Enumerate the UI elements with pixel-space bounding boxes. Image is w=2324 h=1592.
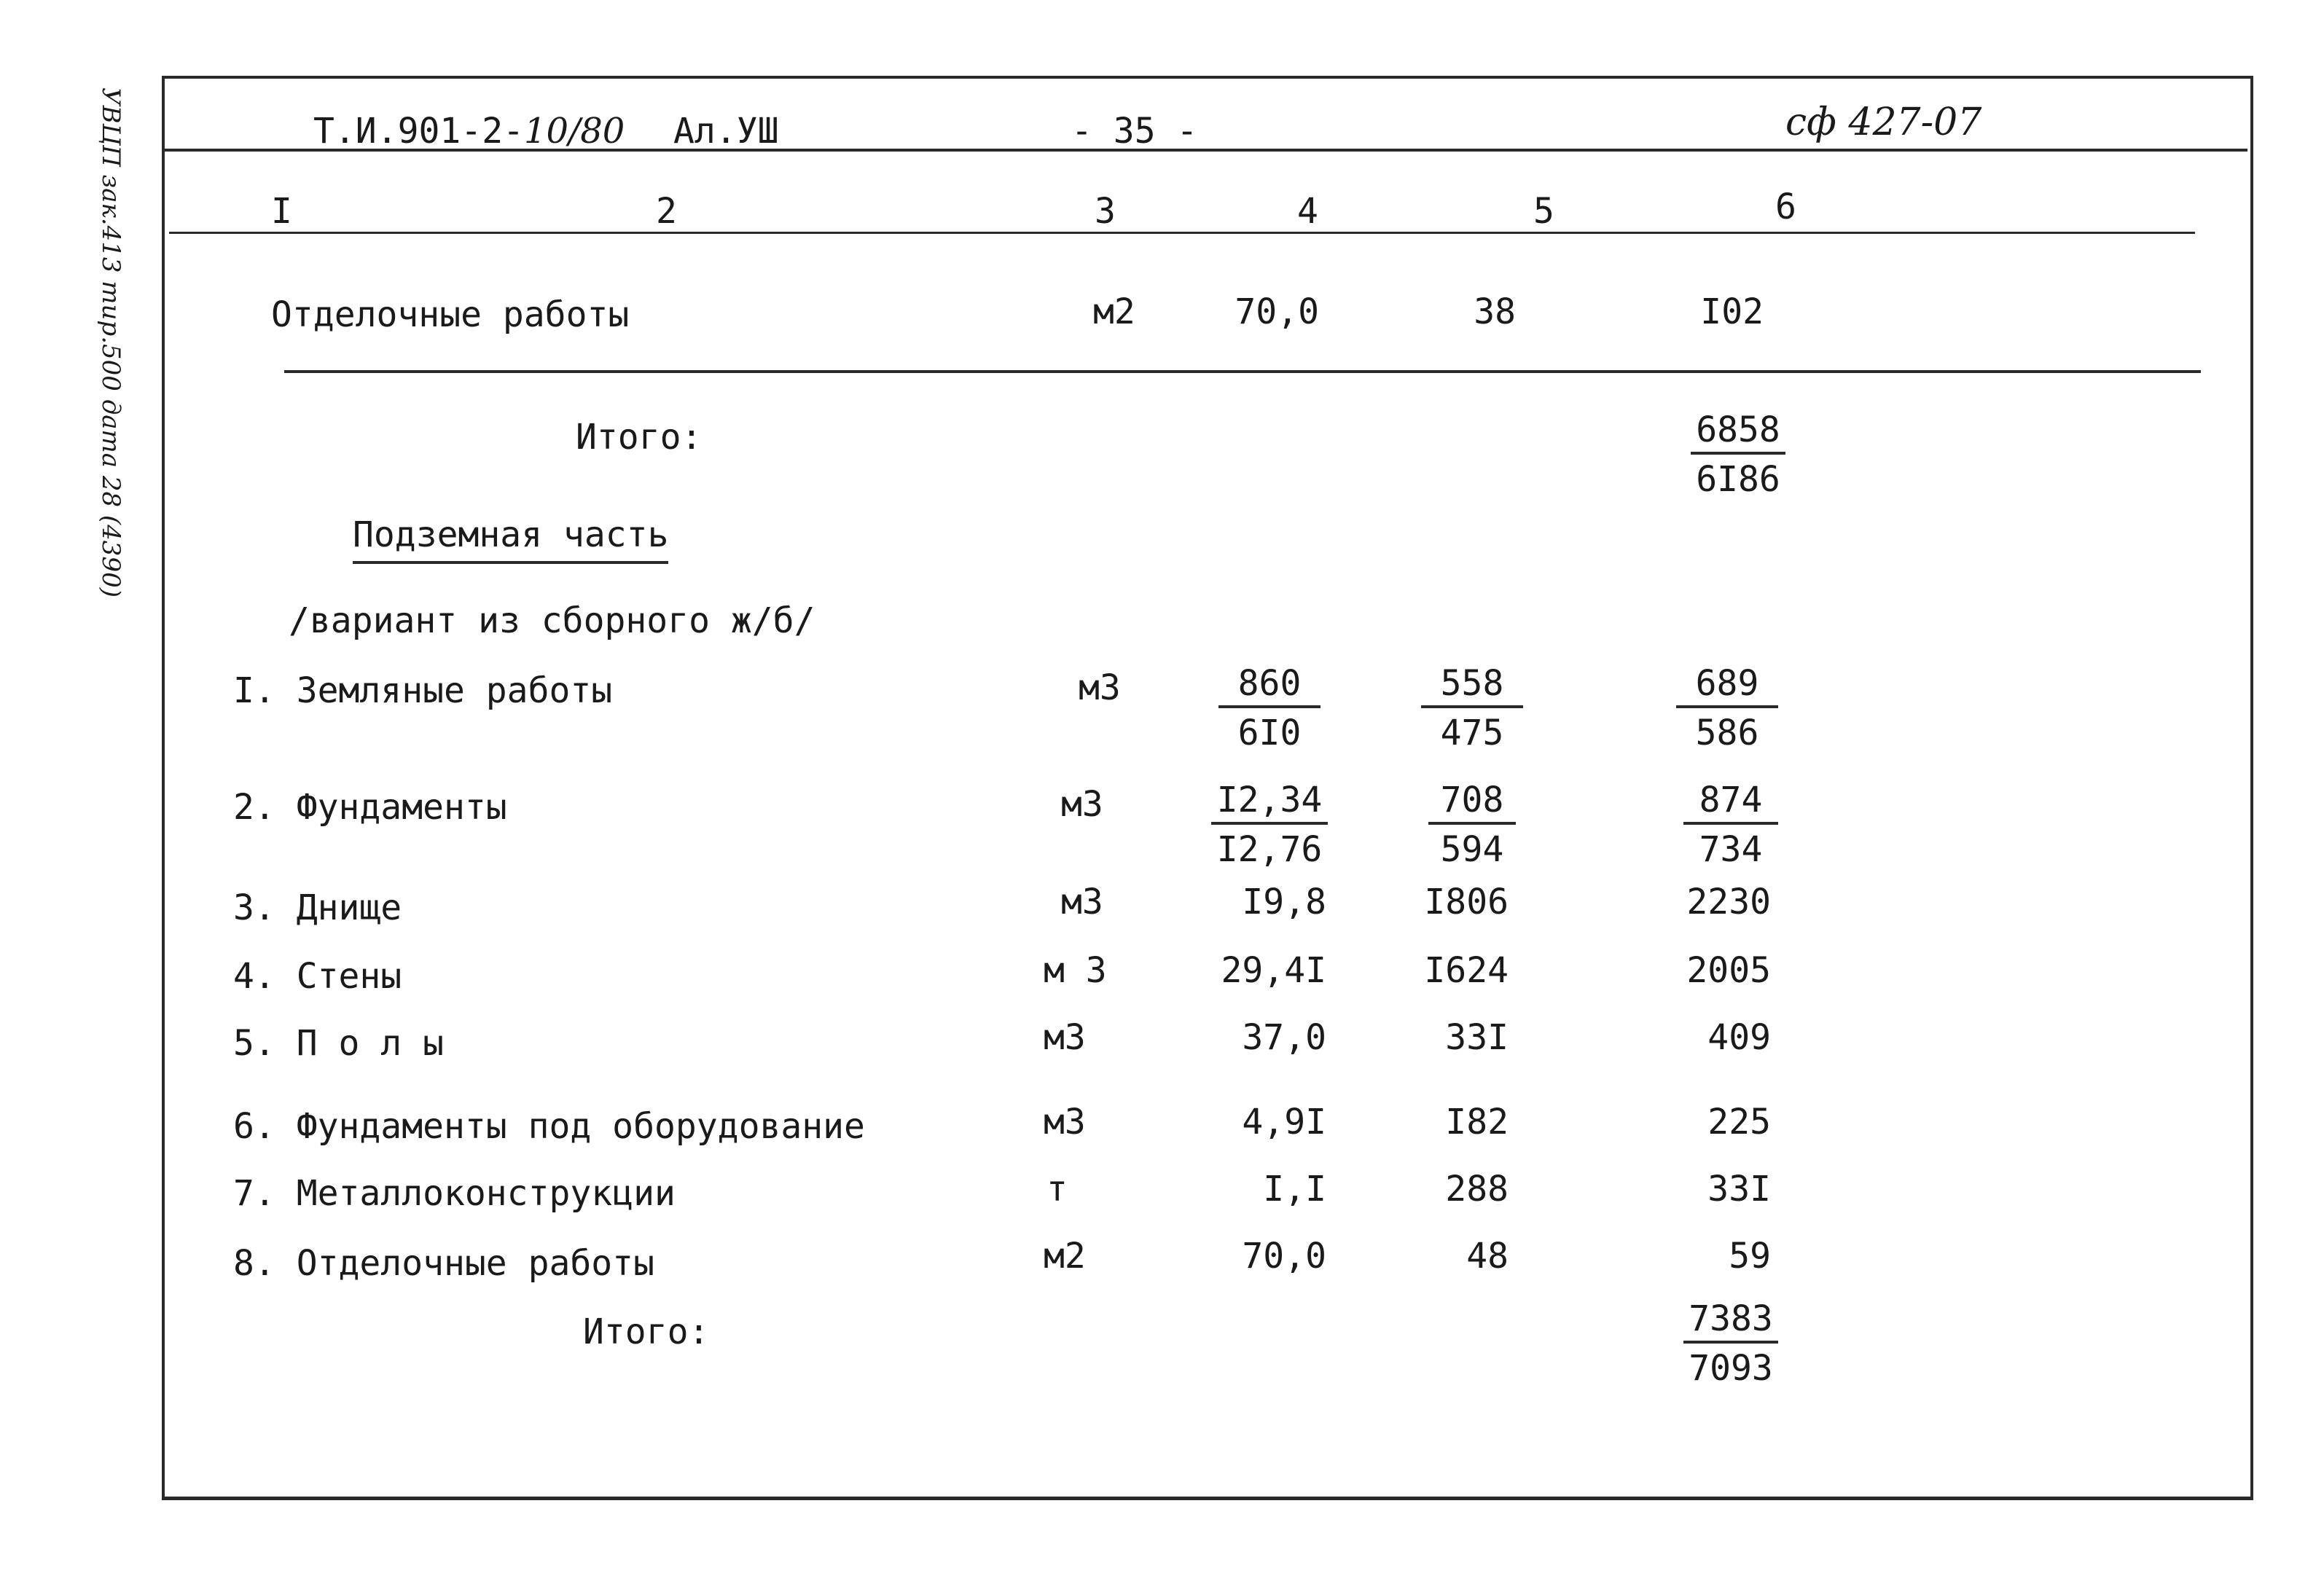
row-6-qty: 4,9I [1242, 1102, 1326, 1142]
subtotal-2-top: 7383 [1683, 1298, 1778, 1344]
row-1-total-bottom: 586 [1695, 713, 1759, 753]
top-row-total: I02 [1700, 291, 1764, 332]
row-1-total-top: 689 [1676, 663, 1778, 708]
row-8-unit: м2 [1044, 1236, 1086, 1277]
col-header-4: 4 [1297, 191, 1318, 232]
row-2-qty [1211, 780, 1328, 870]
row-1-name: I. Земляные работы [233, 670, 613, 711]
row-2-unit: м3 [1061, 784, 1103, 825]
row-2-name: 2. Фундаменты [233, 787, 507, 828]
top-row-unit: м2 [1093, 291, 1135, 332]
block-separator-rule [284, 370, 2201, 373]
stamp-code: сф 427-07 [1785, 101, 1982, 144]
col-header-1: I [271, 191, 292, 232]
row-1-cost-top: 558 [1421, 663, 1523, 708]
doc-code [313, 111, 625, 152]
row-4-total: 2005 [1686, 950, 1771, 991]
top-row-cost: 38 [1474, 291, 1516, 332]
subtotal-2-label: Итого: [583, 1311, 710, 1352]
row-2-total-top: 874 [1683, 780, 1778, 825]
column-header-rule [169, 232, 2195, 234]
row-8-cost: 48 [1466, 1236, 1509, 1277]
row-4-cost: I624 [1424, 950, 1509, 991]
subtotal-1-bottom: 6I86 [1696, 459, 1780, 500]
top-row-name: Отделочные работы [271, 294, 630, 335]
row-5-name: 5. П о л ы [233, 1023, 444, 1064]
row-7-cost: 288 [1445, 1169, 1509, 1209]
row-6-unit: м3 [1044, 1102, 1086, 1142]
subtotal-2-value [1683, 1298, 1778, 1389]
row-5-total: 409 [1707, 1017, 1771, 1058]
row-2-qty-bottom: I2,76 [1216, 829, 1323, 870]
doc-code-hand: 10/80 [523, 111, 625, 152]
row-1-unit: м3 [1079, 667, 1121, 708]
subtotal-2-bottom: 7093 [1689, 1348, 1773, 1389]
row-8-qty: 70,0 [1242, 1236, 1326, 1277]
row-2-total-bottom: 734 [1699, 829, 1763, 870]
row-6-cost: I82 [1445, 1102, 1509, 1142]
row-1-total [1676, 663, 1778, 753]
row-6-total: 225 [1707, 1102, 1771, 1142]
doc-code-text: Т.И.901-2- [313, 111, 524, 152]
top-row-qty: 70,0 [1235, 291, 1319, 332]
row-7-unit: т [1046, 1169, 1068, 1209]
page-number: - 35 - [1071, 111, 1198, 152]
row-5-unit: м3 [1044, 1017, 1086, 1058]
side-note-text: УВЦП зак.413 тир.500 дата 28 (4390) [96, 87, 125, 597]
row-1-qty [1218, 663, 1321, 753]
row-1-qty-bottom: 6I0 [1237, 713, 1302, 753]
album-label: Ал.УШ [673, 111, 779, 152]
row-2-qty-top: I2,34 [1211, 780, 1328, 825]
row-8-name: 8. Отделочные работы [233, 1243, 654, 1284]
row-3-name: 3. Днище [233, 887, 402, 928]
subtotal-1-label: Итого: [576, 417, 703, 458]
row-2-cost [1428, 780, 1516, 870]
col-header-2: 2 [656, 191, 677, 232]
section-title [353, 514, 668, 555]
subtotal-1-value [1691, 409, 1785, 500]
section-title-text: Подземная часть [353, 514, 668, 564]
row-1-cost [1421, 663, 1523, 753]
row-4-qty: 29,4I [1221, 950, 1326, 991]
row-1-cost-bottom: 475 [1440, 713, 1504, 753]
col-header-3: 3 [1095, 191, 1116, 232]
row-2-total [1683, 780, 1778, 870]
col-header-5: 5 [1533, 191, 1554, 232]
row-3-qty: I9,8 [1242, 882, 1326, 922]
row-1-qty-top: 860 [1218, 663, 1321, 708]
row-3-total: 2230 [1686, 882, 1771, 922]
col-header-6: 6 [1775, 187, 1796, 227]
row-5-cost: 33I [1445, 1017, 1509, 1058]
row-4-unit: м 3 [1044, 950, 1107, 991]
section-subtitle: /вариант из сборного ж/б/ [289, 600, 815, 641]
row-7-total: 33I [1707, 1169, 1771, 1209]
row-2-cost-top: 708 [1428, 780, 1516, 825]
row-4-name: 4. Стены [233, 956, 402, 997]
side-note [93, 87, 128, 612]
row-7-qty: I,I [1263, 1169, 1326, 1209]
subtotal-1-top: 6858 [1691, 409, 1785, 455]
row-2-cost-bottom: 594 [1440, 829, 1504, 870]
row-3-cost: I806 [1424, 882, 1509, 922]
row-3-unit: м3 [1061, 882, 1103, 922]
row-7-name: 7. Металлоконструкции [233, 1173, 676, 1214]
row-8-total: 59 [1729, 1236, 1771, 1277]
row-6-name: 6. Фундаменты под оборудование [233, 1106, 865, 1147]
row-5-qty: 37,0 [1242, 1017, 1326, 1058]
